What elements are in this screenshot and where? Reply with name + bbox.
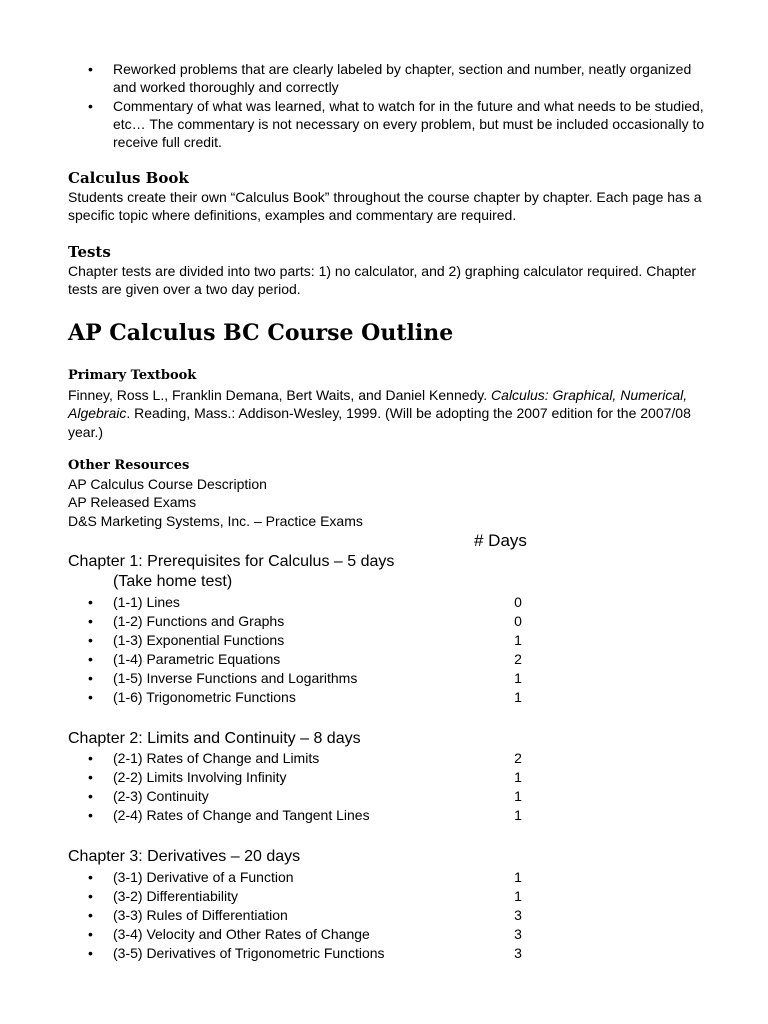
topic-label: (2-1) Rates of Change and Limits bbox=[113, 750, 320, 766]
days-column-header: # Days bbox=[474, 531, 527, 550]
bullet-icon: • bbox=[88, 97, 93, 114]
topic-days: 1 bbox=[514, 869, 522, 885]
bullet-icon: • bbox=[88, 945, 93, 961]
list-item bbox=[88, 97, 708, 152]
tests-heading: Tests bbox=[68, 243, 111, 261]
bullet-text: Commentary of what was learned, what to watch for in the future and what needs to be studied, etc… The commentary is not necessary on every problem, but must be included occasionally to receive full credit. bbox=[113, 97, 705, 151]
bullet-icon: • bbox=[88, 651, 93, 667]
topic-row bbox=[88, 787, 538, 806]
textbook-citation bbox=[68, 386, 708, 441]
topic-row bbox=[88, 806, 538, 825]
bullet-icon: • bbox=[88, 750, 93, 766]
resource-item: AP Calculus Course Description bbox=[68, 476, 267, 492]
chapter-note: (Take home test) bbox=[113, 573, 233, 590]
topic-label: (3-2) Differentiability bbox=[113, 888, 239, 904]
topic-days: 0 bbox=[514, 594, 522, 610]
topic-row bbox=[88, 868, 538, 887]
topic-label: (3-4) Velocity and Other Rates of Change bbox=[113, 926, 370, 942]
topic-label: (1-5) Inverse Functions and Logarithms bbox=[113, 670, 358, 686]
list-item bbox=[88, 60, 708, 97]
topic-label: (2-3) Continuity bbox=[113, 788, 209, 804]
topic-label: (3-1) Derivative of a Function bbox=[113, 869, 294, 885]
topic-label: (3-3) Rules of Differentiation bbox=[113, 907, 288, 923]
chapter-title: Chapter 1: Prerequisites for Calculus – 5 days bbox=[68, 553, 395, 570]
topic-label: (1-2) Functions and Graphs bbox=[113, 613, 285, 629]
chapter-title: Chapter 2: Limits and Continuity – 8 days bbox=[68, 730, 361, 747]
topic-row bbox=[88, 688, 538, 707]
textbook-publication: . Reading, Mass.: Addison-Wesley, 1999. (Will be adopting the 2007 edition for the 2007/08 year.) bbox=[68, 405, 691, 440]
bullet-text: Reworked problems that are clearly labeled by chapter, section and number, neatly organized and worked thoroughly and correctly bbox=[113, 61, 692, 96]
topic-row bbox=[88, 612, 538, 631]
bullet-icon: • bbox=[88, 926, 93, 942]
topic-days: 2 bbox=[514, 750, 522, 766]
topic-days: 3 bbox=[514, 926, 522, 942]
requirements-list bbox=[88, 60, 708, 151]
other-resources-heading: Other Resources bbox=[68, 458, 190, 473]
topic-row bbox=[88, 906, 538, 925]
chapter-title: Chapter 3: Derivatives – 20 days bbox=[68, 848, 301, 865]
chapter-1-topics bbox=[88, 593, 538, 707]
textbook-authors: Finney, Ross L., Franklin Demana, Bert Waits, and Daniel Kennedy. bbox=[68, 387, 492, 403]
topic-days: 0 bbox=[514, 613, 522, 629]
page-title: AP Calculus BC Course Outline bbox=[68, 320, 454, 346]
bullet-icon: • bbox=[88, 670, 93, 686]
topic-label: (2-4) Rates of Change and Tangent Lines bbox=[113, 807, 370, 823]
topic-days: 1 bbox=[514, 788, 522, 804]
chapter-2-topics bbox=[88, 749, 538, 825]
topic-label: (1-1) Lines bbox=[113, 594, 180, 610]
chapter-3-topics bbox=[88, 868, 538, 963]
topic-days: 1 bbox=[514, 769, 522, 785]
bullet-icon: • bbox=[88, 888, 93, 904]
topic-days: 1 bbox=[514, 689, 522, 705]
primary-textbook-heading: Primary Textbook bbox=[68, 368, 197, 383]
topic-row bbox=[88, 669, 538, 688]
calculus-book-text: Students create their own “Calculus Book” throughout the course chapter by chapter. Each page has a specific topic where definitions, examples and commentary are required. bbox=[68, 189, 702, 224]
resource-item: AP Released Exams bbox=[68, 494, 197, 511]
tests-text: Chapter tests are divided into two parts: 1) no calculator, and 2) graphing calculator required. Chapter tests are given over a two day period. bbox=[68, 263, 697, 298]
bullet-icon: • bbox=[88, 869, 93, 885]
textbook-title: Calculus: Graphical, Numerical, Algebraic bbox=[68, 387, 688, 422]
bullet-icon: • bbox=[88, 769, 93, 785]
topic-row bbox=[88, 650, 538, 669]
topic-days: 1 bbox=[514, 632, 522, 648]
bullet-icon: • bbox=[88, 788, 93, 804]
bullet-icon: • bbox=[88, 61, 93, 77]
topic-row bbox=[88, 631, 538, 650]
topic-row bbox=[88, 593, 538, 612]
topic-row bbox=[88, 887, 538, 906]
topic-row bbox=[88, 925, 538, 944]
topic-label: (2-2) Limits Involving Infinity bbox=[113, 769, 287, 785]
topic-days: 1 bbox=[514, 807, 522, 823]
resource-item: D&S Marketing Systems, Inc. – Practice Exams bbox=[68, 512, 363, 529]
topic-label: (1-3) Exponential Functions bbox=[113, 632, 285, 648]
topic-row bbox=[88, 944, 538, 963]
topic-row bbox=[88, 749, 538, 768]
topic-label: (1-4) Parametric Equations bbox=[113, 651, 281, 667]
topic-label: (3-5) Derivatives of Trigonometric Functions bbox=[113, 945, 385, 961]
topic-days: 3 bbox=[514, 907, 522, 923]
topic-label: (1-6) Trigonometric Functions bbox=[113, 689, 296, 705]
calculus-book-heading: Calculus Book bbox=[68, 169, 189, 187]
topic-days: 3 bbox=[514, 945, 522, 961]
bullet-icon: • bbox=[88, 689, 93, 705]
topic-days: 1 bbox=[514, 670, 522, 686]
bullet-icon: • bbox=[88, 807, 93, 823]
topic-days: 1 bbox=[514, 888, 522, 904]
topic-row bbox=[88, 768, 538, 787]
other-resources-list bbox=[68, 475, 708, 530]
topic-days: 2 bbox=[514, 651, 522, 667]
bullet-icon: • bbox=[88, 594, 93, 610]
bullet-icon: • bbox=[88, 632, 93, 648]
bullet-icon: • bbox=[88, 613, 93, 629]
bullet-icon: • bbox=[88, 907, 93, 923]
